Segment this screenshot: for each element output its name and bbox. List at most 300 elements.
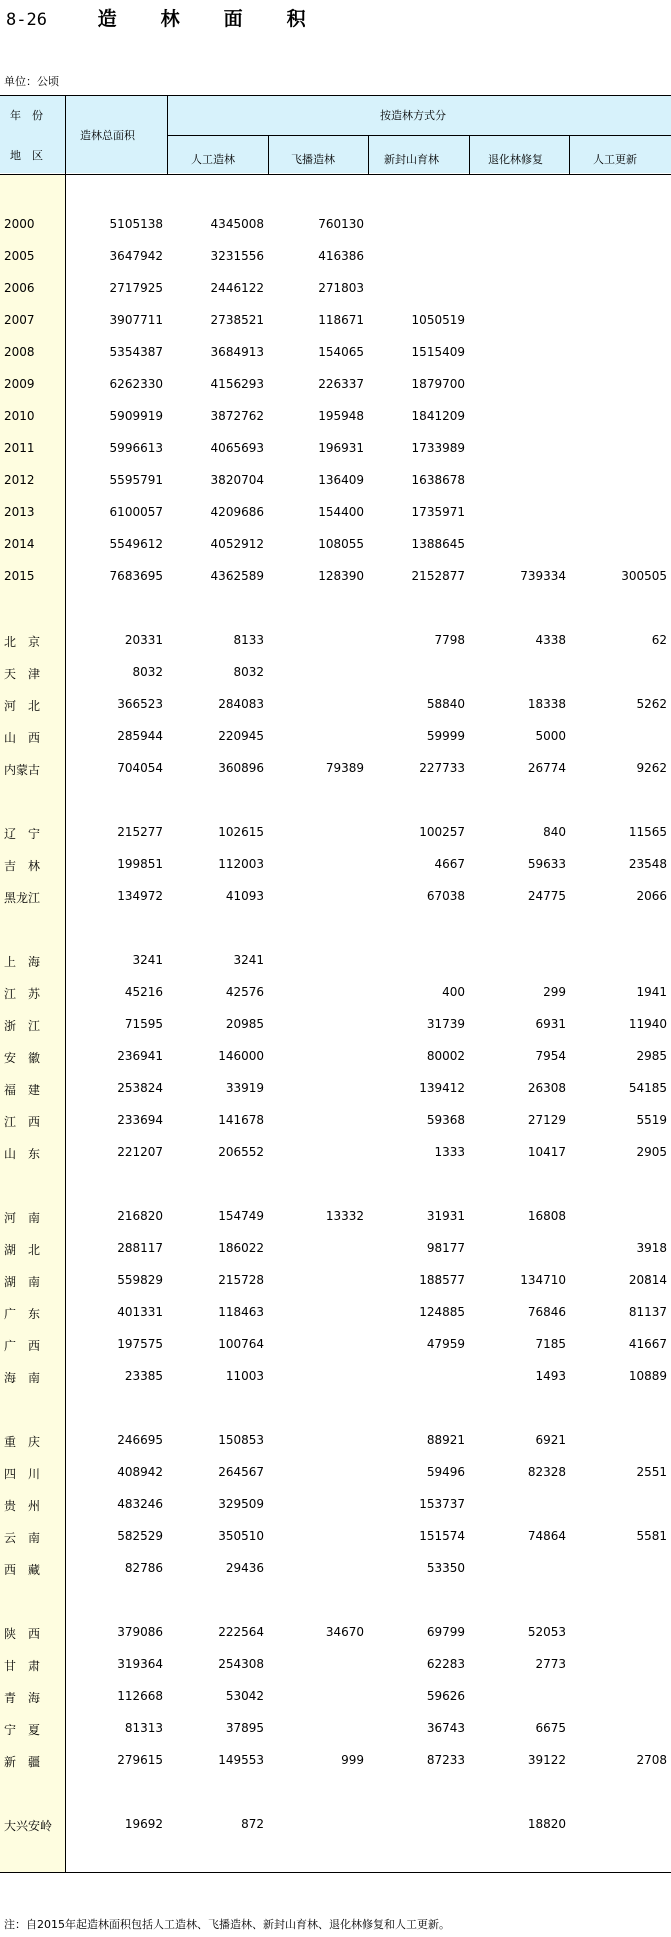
table-cell: 350510 xyxy=(218,1529,264,1543)
table-cell: 26308 xyxy=(527,1081,566,1095)
table-cell: 141678 xyxy=(218,1113,264,1127)
header-year: 年 份 xyxy=(10,109,43,122)
rule xyxy=(0,95,671,96)
table-cell: 195948 xyxy=(318,409,364,423)
row-label: 宁 夏 xyxy=(4,1723,41,1737)
table-row xyxy=(0,695,671,715)
table-cell: 20814 xyxy=(628,1273,667,1287)
table-cell: 1493 xyxy=(535,1369,566,1383)
table-cell: 5354387 xyxy=(109,345,163,359)
column-divider xyxy=(268,135,269,174)
table-cell: 41667 xyxy=(628,1337,667,1351)
table-cell: 279615 xyxy=(117,1753,163,1767)
table-cell: 6921 xyxy=(535,1433,566,1447)
table-row xyxy=(0,503,671,523)
table-cell: 13332 xyxy=(325,1209,364,1223)
table-cell: 999 xyxy=(341,1753,364,1767)
row-label: 西 藏 xyxy=(4,1563,41,1577)
table-cell: 20985 xyxy=(225,1017,264,1031)
table-cell: 222564 xyxy=(218,1625,264,1639)
row-label: 2008 xyxy=(4,345,35,359)
table-cell: 108055 xyxy=(318,537,364,551)
header-col-4: 退化林修复 xyxy=(488,153,543,166)
table-cell: 82786 xyxy=(124,1561,163,1575)
table-cell: 300505 xyxy=(621,569,667,583)
table-cell: 136409 xyxy=(318,473,364,487)
table-cell: 59999 xyxy=(426,729,465,743)
table-cell: 400 xyxy=(442,985,465,999)
table-cell: 6675 xyxy=(535,1721,566,1735)
table-row xyxy=(0,1559,671,1579)
table-cell: 47959 xyxy=(426,1337,465,1351)
table-row xyxy=(0,727,671,747)
table-cell: 271803 xyxy=(318,281,364,295)
table-cell: 8032 xyxy=(233,665,264,679)
table-cell: 26774 xyxy=(527,761,566,775)
table-cell: 100764 xyxy=(218,1337,264,1351)
table-row xyxy=(0,823,671,843)
table-cell: 81313 xyxy=(124,1721,163,1735)
table-cell: 6931 xyxy=(535,1017,566,1031)
table-cell: 401331 xyxy=(117,1305,163,1319)
table-row xyxy=(0,1719,671,1739)
column-divider xyxy=(569,135,570,174)
table-cell: 87233 xyxy=(426,1753,465,1767)
table-row xyxy=(0,1655,671,1675)
table-cell: 3241 xyxy=(233,953,264,967)
table-cell: 6262330 xyxy=(109,377,163,391)
table-cell: 62 xyxy=(651,633,667,647)
row-label: 吉 林 xyxy=(4,859,41,873)
table-cell: 150853 xyxy=(218,1433,264,1447)
row-label: 2010 xyxy=(4,409,35,423)
row-label: 大兴安岭 xyxy=(4,1819,53,1833)
table-cell: 2738521 xyxy=(210,313,264,327)
row-label: 甘 肃 xyxy=(4,1659,41,1673)
table-cell: 9262 xyxy=(636,761,667,775)
table-cell: 220945 xyxy=(218,729,264,743)
row-label: 安 徽 xyxy=(4,1051,41,1065)
table-cell: 24775 xyxy=(527,889,566,903)
table-cell: 2152877 xyxy=(411,569,465,583)
table-cell: 216820 xyxy=(117,1209,163,1223)
row-label: 2000 xyxy=(4,217,35,231)
row-label: 重 庆 xyxy=(4,1435,41,1449)
table-cell: 379086 xyxy=(117,1625,163,1639)
row-label: 2005 xyxy=(4,249,35,263)
table-name xyxy=(54,8,306,30)
table-cell: 704054 xyxy=(117,761,163,775)
table-cell: 7954 xyxy=(535,1049,566,1063)
table-cell: 840 xyxy=(543,825,566,839)
table-cell: 134972 xyxy=(117,889,163,903)
table-row xyxy=(0,1143,671,1163)
table-cell: 41093 xyxy=(225,889,264,903)
table-cell: 416386 xyxy=(318,249,364,263)
table-cell: 2717925 xyxy=(109,281,163,295)
unit-label: 单位：公顷 xyxy=(4,75,59,88)
table-cell: 5105138 xyxy=(109,217,163,231)
table-row xyxy=(0,1015,671,1035)
table-cell: 1941 xyxy=(636,985,667,999)
row-label: 2007 xyxy=(4,313,35,327)
table-cell: 3872762 xyxy=(210,409,264,423)
title-char: 面 xyxy=(223,8,243,30)
title-char: 积 xyxy=(286,8,306,30)
table-cell: 79389 xyxy=(325,761,364,775)
table-cell: 2446122 xyxy=(210,281,264,295)
table-row xyxy=(0,759,671,779)
table-cell: 102615 xyxy=(218,825,264,839)
rule xyxy=(0,1872,671,1873)
table-cell: 53350 xyxy=(426,1561,465,1575)
table-cell: 5909919 xyxy=(109,409,163,423)
table-cell: 45216 xyxy=(124,985,163,999)
table-cell: 760130 xyxy=(318,217,364,231)
table-cell: 2773 xyxy=(535,1657,566,1671)
table-cell: 1388645 xyxy=(411,537,465,551)
table-cell: 264567 xyxy=(218,1465,264,1479)
table-cell: 196931 xyxy=(318,441,364,455)
table-row xyxy=(0,1367,671,1387)
table-cell: 254308 xyxy=(218,1657,264,1671)
table-row xyxy=(0,471,671,491)
table-cell: 199851 xyxy=(117,857,163,871)
table-row xyxy=(0,343,671,363)
table-cell: 5000 xyxy=(535,729,566,743)
table-cell: 739334 xyxy=(520,569,566,583)
table-cell: 76846 xyxy=(527,1305,566,1319)
table-cell: 34670 xyxy=(325,1625,364,1639)
row-label: 2011 xyxy=(4,441,35,455)
row-label: 黑龙江 xyxy=(4,891,41,905)
table-cell: 4667 xyxy=(434,857,465,871)
header-col-2: 飞播造林 xyxy=(291,153,335,166)
table-cell: 227733 xyxy=(419,761,465,775)
table-cell: 3820704 xyxy=(210,473,264,487)
table-cell: 4345008 xyxy=(210,217,264,231)
table-cell: 11565 xyxy=(628,825,667,839)
row-label: 2015 xyxy=(4,569,35,583)
table-cell: 139412 xyxy=(419,1081,465,1095)
table-cell: 1841209 xyxy=(411,409,465,423)
row-label: 青 海 xyxy=(4,1691,41,1705)
table-cell: 1879700 xyxy=(411,377,465,391)
table-cell: 10417 xyxy=(527,1145,566,1159)
row-label: 山 西 xyxy=(4,731,41,745)
table-cell: 188577 xyxy=(419,1273,465,1287)
table-cell: 100257 xyxy=(419,825,465,839)
table-cell: 7683695 xyxy=(109,569,163,583)
table-row xyxy=(0,1687,671,1707)
table-cell: 582529 xyxy=(117,1529,163,1543)
table-cell: 8032 xyxy=(132,665,163,679)
table-cell: 186022 xyxy=(218,1241,264,1255)
row-label: 新 疆 xyxy=(4,1755,41,1769)
table-cell: 23548 xyxy=(628,857,667,871)
table-cell: 7185 xyxy=(535,1337,566,1351)
table-row xyxy=(0,311,671,331)
table-cell: 5549612 xyxy=(109,537,163,551)
row-label: 广 东 xyxy=(4,1307,41,1321)
row-label: 2009 xyxy=(4,377,35,391)
table-cell: 11940 xyxy=(628,1017,667,1031)
table-cell: 483246 xyxy=(117,1497,163,1511)
table-cell: 4052912 xyxy=(210,537,264,551)
row-label: 浙 江 xyxy=(4,1019,41,1033)
column-divider xyxy=(368,135,369,174)
table-cell: 134710 xyxy=(520,1273,566,1287)
table-row xyxy=(0,1239,671,1259)
table-cell: 69799 xyxy=(426,1625,465,1639)
table-cell: 206552 xyxy=(218,1145,264,1159)
row-label: 2013 xyxy=(4,505,35,519)
table-cell: 154749 xyxy=(218,1209,264,1223)
table-cell: 42576 xyxy=(225,985,264,999)
table-cell: 2985 xyxy=(636,1049,667,1063)
table-cell: 226337 xyxy=(318,377,364,391)
table-cell: 285944 xyxy=(117,729,163,743)
table-cell: 319364 xyxy=(117,1657,163,1671)
table-cell: 154400 xyxy=(318,505,364,519)
table-cell: 124885 xyxy=(419,1305,465,1319)
table-row xyxy=(0,1623,671,1643)
column-divider xyxy=(167,95,168,174)
table-cell: 2066 xyxy=(636,889,667,903)
table-cell: 5595791 xyxy=(109,473,163,487)
table-cell: 31931 xyxy=(426,1209,465,1223)
table-cell: 3241 xyxy=(132,953,163,967)
row-label: 2006 xyxy=(4,281,35,295)
table-cell: 8133 xyxy=(233,633,264,647)
table-row xyxy=(0,951,671,971)
table-cell: 29436 xyxy=(225,1561,264,1575)
table-cell: 215728 xyxy=(218,1273,264,1287)
table-number: 8-26 xyxy=(6,10,47,30)
table-cell: 366523 xyxy=(117,697,163,711)
table-cell: 59496 xyxy=(426,1465,465,1479)
table-cell: 5262 xyxy=(636,697,667,711)
table-row xyxy=(0,1047,671,1067)
table-cell: 16808 xyxy=(527,1209,566,1223)
row-label: 贵 州 xyxy=(4,1499,41,1513)
table-cell: 31739 xyxy=(426,1017,465,1031)
row-label: 江 苏 xyxy=(4,987,41,1001)
footnote: 注：自2015年起造林面积包括人工造林、飞播造林、新封山育林、退化林修复和人工更新。 xyxy=(4,1918,450,1931)
table-cell: 18820 xyxy=(527,1817,566,1831)
table-cell: 1050519 xyxy=(411,313,465,327)
table-row xyxy=(0,279,671,299)
row-label: 2014 xyxy=(4,537,35,551)
table-cell: 128390 xyxy=(318,569,364,583)
row-label: 山 东 xyxy=(4,1147,41,1161)
row-label: 河 南 xyxy=(4,1211,41,1225)
table-cell: 67038 xyxy=(426,889,465,903)
title-char: 林 xyxy=(160,8,180,30)
table-cell: 1733989 xyxy=(411,441,465,455)
table-row xyxy=(0,1207,671,1227)
table-cell: 3231556 xyxy=(210,249,264,263)
table-cell: 408942 xyxy=(117,1465,163,1479)
table-cell: 146000 xyxy=(218,1049,264,1063)
table-cell: 71595 xyxy=(124,1017,163,1031)
column-divider xyxy=(469,135,470,174)
table-row xyxy=(0,1271,671,1291)
table-cell: 18338 xyxy=(527,697,566,711)
header-total: 造林总面积 xyxy=(80,129,135,142)
table-row xyxy=(0,215,671,235)
table-cell: 3907711 xyxy=(109,313,163,327)
table-cell: 246695 xyxy=(117,1433,163,1447)
table-cell: 118463 xyxy=(218,1305,264,1319)
table-row xyxy=(0,439,671,459)
table-row xyxy=(0,983,671,1003)
table-cell: 149553 xyxy=(218,1753,264,1767)
table-cell: 118671 xyxy=(318,313,364,327)
table-cell: 2905 xyxy=(636,1145,667,1159)
row-label: 陕 西 xyxy=(4,1627,41,1641)
table-cell: 74864 xyxy=(527,1529,566,1543)
row-label: 上 海 xyxy=(4,955,41,969)
table-row xyxy=(0,1751,671,1771)
row-label: 2012 xyxy=(4,473,35,487)
table-cell: 233694 xyxy=(117,1113,163,1127)
table-cell: 33919 xyxy=(225,1081,264,1095)
table-row xyxy=(0,375,671,395)
table-cell: 4156293 xyxy=(210,377,264,391)
row-label: 海 南 xyxy=(4,1371,41,1385)
table-cell: 7798 xyxy=(434,633,465,647)
table-cell: 27129 xyxy=(527,1113,566,1127)
row-label: 湖 北 xyxy=(4,1243,41,1257)
table-cell: 1638678 xyxy=(411,473,465,487)
table-cell: 112668 xyxy=(117,1689,163,1703)
header-col-1: 人工造林 xyxy=(191,153,235,166)
table-cell: 1515409 xyxy=(411,345,465,359)
table-cell: 11003 xyxy=(225,1369,264,1383)
rule xyxy=(167,135,671,136)
table-cell: 559829 xyxy=(117,1273,163,1287)
row-label: 福 建 xyxy=(4,1083,41,1097)
table-cell: 2551 xyxy=(636,1465,667,1479)
table-row xyxy=(0,247,671,267)
table-cell: 20331 xyxy=(124,633,163,647)
table-cell: 360896 xyxy=(218,761,264,775)
table-cell: 80002 xyxy=(426,1049,465,1063)
table-cell: 5581 xyxy=(636,1529,667,1543)
row-label: 四 川 xyxy=(4,1467,41,1481)
table-cell: 88921 xyxy=(426,1433,465,1447)
table-cell: 4362589 xyxy=(210,569,264,583)
row-label: 湖 南 xyxy=(4,1275,41,1289)
title-char: 造 xyxy=(97,8,117,30)
row-label: 河 北 xyxy=(4,699,41,713)
table-cell: 98177 xyxy=(426,1241,465,1255)
table-cell: 82328 xyxy=(527,1465,566,1479)
table-cell: 215277 xyxy=(117,825,163,839)
table-cell: 112003 xyxy=(218,857,264,871)
table-cell: 4209686 xyxy=(210,505,264,519)
table-cell: 284083 xyxy=(218,697,264,711)
table-cell: 253824 xyxy=(117,1081,163,1095)
table-cell: 221207 xyxy=(117,1145,163,1159)
table-cell: 151574 xyxy=(419,1529,465,1543)
table-cell: 23385 xyxy=(124,1369,163,1383)
table-cell: 10889 xyxy=(628,1369,667,1383)
page-title xyxy=(6,4,306,31)
table-row xyxy=(0,1303,671,1323)
table-cell: 872 xyxy=(241,1817,264,1831)
table-cell: 5519 xyxy=(636,1113,667,1127)
table-cell: 1735971 xyxy=(411,505,465,519)
row-label: 辽 宁 xyxy=(4,827,41,841)
table-row xyxy=(0,855,671,875)
row-label: 内蒙古 xyxy=(4,763,41,777)
table-row xyxy=(0,663,671,683)
table-cell: 52053 xyxy=(527,1625,566,1639)
table-cell: 4338 xyxy=(535,633,566,647)
table-row xyxy=(0,407,671,427)
table-cell: 6100057 xyxy=(109,505,163,519)
table-cell: 62283 xyxy=(426,1657,465,1671)
row-label: 云 南 xyxy=(4,1531,41,1545)
table-row xyxy=(0,1335,671,1355)
table-cell: 153737 xyxy=(419,1497,465,1511)
table-cell: 59633 xyxy=(527,857,566,871)
header-col-5: 人工更新 xyxy=(593,153,637,166)
table-cell: 36743 xyxy=(426,1721,465,1735)
table-row xyxy=(0,535,671,555)
table-cell: 4065693 xyxy=(210,441,264,455)
table-cell: 58840 xyxy=(426,697,465,711)
table-row xyxy=(0,1815,671,1835)
table-row xyxy=(0,567,671,587)
table-cell: 5996613 xyxy=(109,441,163,455)
table-cell: 236941 xyxy=(117,1049,163,1063)
table-cell: 53042 xyxy=(225,1689,264,1703)
table-cell: 3684913 xyxy=(210,345,264,359)
table-cell: 1333 xyxy=(434,1145,465,1159)
table-row xyxy=(0,1431,671,1451)
header-region: 地 区 xyxy=(10,149,43,162)
table-cell: 54185 xyxy=(628,1081,667,1095)
header-group: 按造林方式分 xyxy=(380,109,446,122)
row-label: 天 津 xyxy=(4,667,41,681)
table-cell: 81137 xyxy=(628,1305,667,1319)
table-cell: 19692 xyxy=(124,1817,163,1831)
table-row xyxy=(0,1079,671,1099)
row-label: 广 西 xyxy=(4,1339,41,1353)
data-table xyxy=(0,95,671,1875)
table-cell: 3918 xyxy=(636,1241,667,1255)
table-cell: 288117 xyxy=(117,1241,163,1255)
table-cell: 59626 xyxy=(426,1689,465,1703)
table-row xyxy=(0,1527,671,1547)
table-row xyxy=(0,887,671,907)
table-cell: 2708 xyxy=(636,1753,667,1767)
table-cell: 299 xyxy=(543,985,566,999)
table-row xyxy=(0,1111,671,1131)
table-cell: 37895 xyxy=(225,1721,264,1735)
rule xyxy=(0,174,671,175)
table-cell: 59368 xyxy=(426,1113,465,1127)
header-col-3: 新封山育林 xyxy=(384,153,439,166)
table-cell: 154065 xyxy=(318,345,364,359)
row-label: 江 西 xyxy=(4,1115,41,1129)
table-cell: 3647942 xyxy=(109,249,163,263)
table-row xyxy=(0,631,671,651)
row-label: 北 京 xyxy=(4,635,41,649)
